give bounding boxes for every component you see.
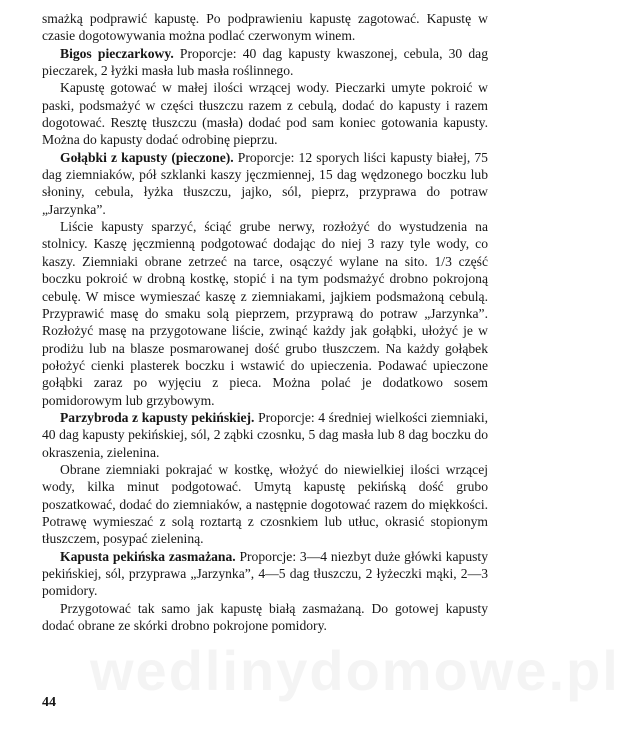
paragraph-text: Proporcje: 3—4 niezbyt duże główki kapusty pekińskiej, sól, przyprawa „Jarzynka”, 4—5 dag tłuszczu, 2 łyżeczki mąki, 2—3 pomidory. xyxy=(42,548,488,599)
recipe-heading: Bigos pieczarkowy. xyxy=(60,45,174,61)
paragraph-text: Proporcje: 40 dag kapusty kwaszonej, cebula, 30 dag pieczarek, 2 łyżki masła lub masła roślinnego. xyxy=(42,45,489,79)
paragraph-text: Kapustę gotować w małej ilości wrzącej wody. Pieczarki umyte pokroić w paski, podsmażyć w części tłuszczu razem z cebulą, dodać do kapusty i razem dogotować. Resztę tłuszczu (masła) dodać pod sam koniec gotowania kapusty. Można do kapusty dodać odrobinę pieprzu. xyxy=(42,80,488,148)
paragraph-text: Proporcje: 12 sporych liści kapusty białej, 75 dag ziemniaków, pół szklanki kaszy jęczmiennej, 15 dag wędzonego boczku lub słoniny, cebula, łyżka tłuszczu, jajko, sól, pieprz, przyprawa do potraw „Jarzynka”. xyxy=(42,149,488,217)
paragraph xyxy=(42,149,488,218)
paragraph xyxy=(42,10,488,45)
paragraph-text: Proporcje: 4 średniej wielkości ziemniaki, 40 dag kapusty pekińskiej, sól, 2 ząbki czosnku, 5 dag masła lub 8 dag boczku do okraszenia, zielenina. xyxy=(42,409,488,460)
paragraph xyxy=(42,461,488,548)
paragraph xyxy=(42,409,488,461)
page-number: 44 xyxy=(42,695,56,710)
paragraph-text: smażką podprawić kapustę. Po podprawieniu kapustę zagotować. Kapustę w czasie dogotowywania można podlać czerwonym winem. xyxy=(42,11,488,44)
paragraph xyxy=(42,79,488,148)
paragraph xyxy=(42,548,488,600)
watermark: wedlinydomowe.pl xyxy=(90,639,620,702)
paragraph xyxy=(42,45,488,80)
recipe-heading: Kapusta pekińska zasmażana. xyxy=(60,548,236,564)
paragraph-text: Przygotować tak samo jak kapustę białą zasmażaną. Do gotowej kapusty dodać obrane ze skórki drobno pokrojone pomidory. xyxy=(42,600,488,634)
paragraph xyxy=(42,218,488,409)
paragraph-text: Liście kapusty sparzyć, ściąć grube nerwy, rozłożyć do wystudzenia na stolnicy. Kaszę jęczmienną podgotować dodając do niej 3 razy tyle wody, co kaszy. Ziemniaki obrane zetrzeć na tarce, osączyć wylane na sito. 1/3 część boczku pokroić w drobną kostkę, stopić i na tym podsmażyć drobno pokrojoną cebulę. W misce wymieszać kaszę z ziemniakami, jajkiem podsmażoną cebulą. Przyprawić masę do smaku solą pieprzem, przyprawą do potraw „Jarzynka”. Rozłożyć masę na przygotowane liście, zwinąć każdy jak gołąbki, ułożyć je w prodiżu lub na blasze posmarowanej dość grubo tłuszczem. Na każdy gołąbek położyć cienki plasterek boczku i wstawić do upieczenia. Podawać upieczone gołąbki zaraz po wyjęciu z pieca. Można polać je dodatkowo sosem pomidorowym lub grzybowym. xyxy=(42,219,488,408)
paragraph-text: Obrane ziemniaki pokrajać w kostkę, włożyć do niewielkiej ilości wrzącej wody, kilka minut podgotować. Umytą kapustę pekińską dość grubo poszatkować, dodać do ziemniaków, a następnie dogotować razem do miękkości. Potrawę wymieszać z solą roztartą z czosnkiem lub utłuc, okrasić stopionym tłuszczem, posypać zieleniną. xyxy=(42,461,488,547)
recipe-heading: Parzybroda z kapusty pekińskiej. xyxy=(60,409,255,425)
paragraph xyxy=(42,600,488,635)
recipe-heading: Gołąbki z kapusty (pieczone). xyxy=(60,149,234,165)
